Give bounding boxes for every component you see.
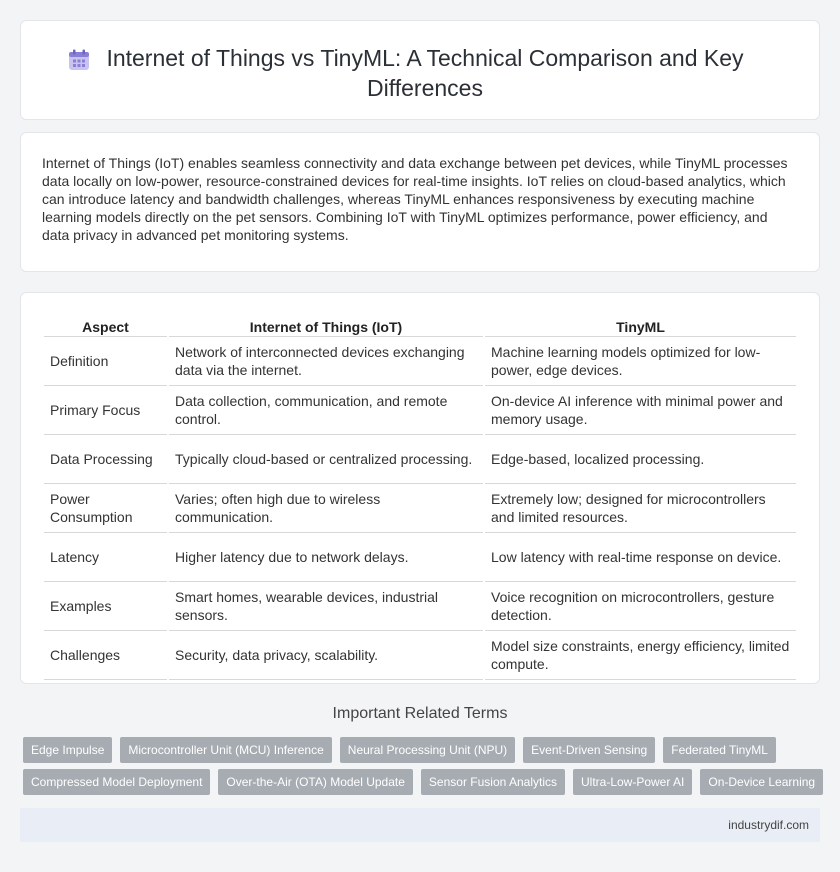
related-terms-heading: Important Related Terms [332,705,508,722]
row-aspect: Latency [44,533,167,582]
comparison-table [42,315,798,680]
row-aspect: Primary Focus [44,386,167,435]
table-row [44,337,796,386]
tag-ultra-low-power-ai[interactable]: Ultra-Low-Power AI [573,769,692,795]
header-iot: Internet of Things (IoT) [169,315,483,337]
header-aspect: Aspect [44,315,167,337]
tag-federated-tinyml[interactable]: Federated TinyML [663,737,776,763]
tag-edge-impulse[interactable]: Edge Impulse [23,737,112,763]
tag-ota-model-update[interactable]: Over-the-Air (OTA) Model Update [218,769,413,795]
footer [20,808,820,842]
table-row [44,435,796,484]
footer-site-link[interactable]: industrydif.com [728,818,809,832]
page-title: Internet of Things vs TinyML: A Technical Comparison and Key Differences [106,45,744,101]
related-terms-list [23,737,823,801]
row-aspect: Data Processing [44,435,167,484]
tag-row [23,769,823,795]
tag-sensor-fusion-analytics[interactable]: Sensor Fusion Analytics [421,769,565,795]
table-row [44,631,796,680]
table-row [44,386,796,435]
header-tinyml: TinyML [485,315,796,337]
comparison-card [20,292,820,684]
row-tinyml: Edge-based, localized processing. [485,435,796,484]
row-iot: Varies; often high due to wireless communication. [169,484,483,533]
row-aspect: Challenges [44,631,167,680]
row-iot: Data collection, communication, and remote control. [169,386,483,435]
row-tinyml: On-device AI inference with minimal power and memory usage. [485,386,796,435]
tag-event-driven-sensing[interactable]: Event-Driven Sensing [523,737,655,763]
tag-on-device-learning[interactable]: On-Device Learning [700,769,823,795]
tag-npu[interactable]: Neural Processing Unit (NPU) [340,737,515,763]
intro-card [20,132,820,272]
row-tinyml: Machine learning models optimized for low-power, edge devices. [485,337,796,386]
tag-row [23,737,823,763]
intro-paragraph: Internet of Things (IoT) enables seamless connectivity and data exchange between pet devices, while TinyML processes data locally on low-power, resource-constrained devices for real-time insights. IoT relies on cloud-based analytics, which can introduce latency and bandwidth challenges, whereas TinyML enhances responsiveness by executing machine learning models directly on the pet sensors. Combining IoT with TinyML optimizes performance, power efficiency, and data privacy in advanced pet monitoring systems. [42,155,788,243]
tag-compressed-model-deployment[interactable]: Compressed Model Deployment [23,769,210,795]
row-tinyml: Voice recognition on microcontrollers, gesture detection. [485,582,796,631]
row-tinyml: Low latency with real-time response on device. [485,533,796,582]
header-card [20,20,820,120]
row-aspect: Definition [44,337,167,386]
row-aspect: Power Consumption [44,484,167,533]
row-iot: Typically cloud-based or centralized processing. [169,435,483,484]
row-tinyml: Extremely low; designed for microcontrollers and limited resources. [485,484,796,533]
table-row [44,582,796,631]
table-row [44,533,796,582]
row-tinyml: Model size constraints, energy efficiency, limited compute. [485,631,796,680]
tag-mcu-inference[interactable]: Microcontroller Unit (MCU) Inference [120,737,331,763]
row-iot: Security, data privacy, scalability. [169,631,483,680]
table-row [44,484,796,533]
row-iot: Higher latency due to network delays. [169,533,483,582]
row-iot: Network of interconnected devices exchanging data via the internet. [169,337,483,386]
row-aspect: Examples [44,582,167,631]
table-header-row [44,315,796,337]
row-iot: Smart homes, wearable devices, industrial sensors. [169,582,483,631]
